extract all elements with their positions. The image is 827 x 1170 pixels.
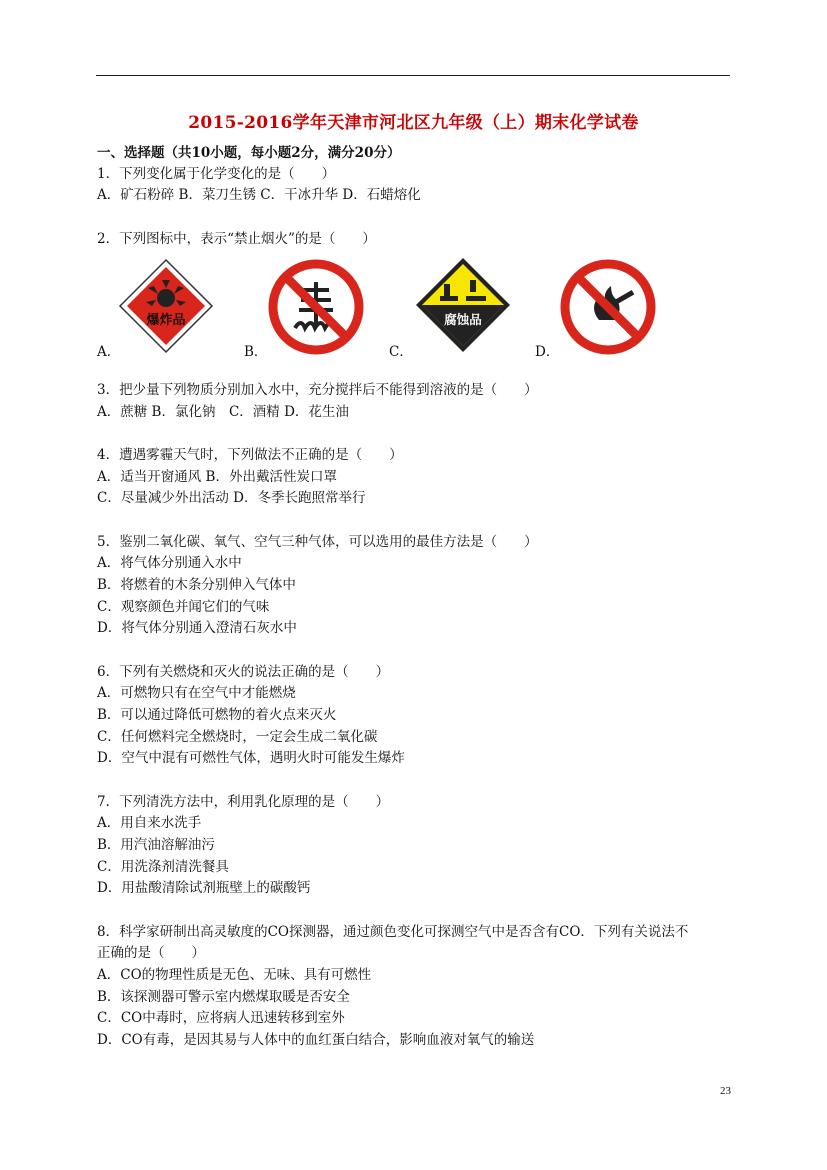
question-5-stem: 5．鉴别二氧化碳、氧气、空气三种气体，可以选用的最佳方法是（ ） bbox=[97, 534, 538, 550]
question-1-stem: 1．下列变化属于化学变化的是（ ） bbox=[97, 166, 336, 182]
question-7-option-a: A．用自来水洗手 bbox=[97, 815, 202, 831]
question-2-option-d: D． bbox=[535, 344, 560, 360]
question-7-option-b: B．用汽油溶解油污 bbox=[97, 837, 215, 853]
question-5-option-c: C．观察颜色并闻它们的气味 bbox=[97, 599, 270, 615]
question-1-options: A．矿石粉碎 B．菜刀生锈 C．干冰升华 D．石蜡熔化 bbox=[97, 187, 421, 203]
question-7-option-c: C．用洗涤剂清洗餐具 bbox=[97, 859, 229, 875]
corrosive-sign-text: 腐蚀品 bbox=[444, 312, 482, 327]
question-6-option-a: A．可燃物只有在空气中才能燃烧 bbox=[97, 685, 296, 701]
question-2-option-a: A． bbox=[97, 344, 121, 360]
question-4-option-ab: A．适当开窗通风 B．外出戴活性炭口罩 bbox=[97, 469, 337, 485]
question-8-option-d: D．CO有毒，是因其易与人体中的血红蛋白结合，影响血液对氧气的输送 bbox=[97, 1032, 535, 1048]
explosive-sign-text: 爆炸品 bbox=[146, 313, 186, 328]
question-8-stem-line1: 8．科学家研制出高灵敏度的CO探测器，通过颜色变化可探测空气中是否含有CO．下列有关说法不 bbox=[97, 924, 689, 940]
question-8-option-c: C．CO中毒时，应将病人迅速转移到室外 bbox=[97, 1010, 345, 1026]
page-title: 2015-2016学年天津市河北区九年级（上）期末化学试卷 bbox=[188, 113, 639, 133]
question-3-stem: 3．把少量下列物质分别加入水中，充分搅拌后不能得到溶液的是（ ） bbox=[97, 382, 538, 398]
question-8-option-a: A．CO的物理性质是无色、无味、具有可燃性 bbox=[97, 967, 372, 983]
question-3-options: A．蔗糖 B．氯化钠 C．酒精 D．花生油 bbox=[97, 404, 349, 420]
no-fire-sign-icon bbox=[559, 258, 657, 356]
corrosive-sign-icon bbox=[414, 256, 512, 354]
no-burning-sign-icon bbox=[267, 258, 365, 356]
question-4-option-cd: C．尽量减少外出活动 D．冬季长跑照常举行 bbox=[97, 490, 366, 506]
question-8-stem-line2: 正确的是（ ） bbox=[97, 945, 205, 961]
question-6-option-b: B．可以通过降低可燃物的着火点来灭火 bbox=[97, 707, 337, 723]
question-2-stem: 2．下列图标中，表示“禁止烟火”的是（ ） bbox=[97, 231, 376, 247]
question-7-stem: 7．下列清洗方法中，利用乳化原理的是（ ） bbox=[97, 794, 390, 810]
question-6-option-d: D．空气中混有可燃性气体，遇明火时可能发生爆炸 bbox=[97, 750, 405, 766]
question-5-option-d: D．将气体分别通入澄清石灰水中 bbox=[97, 620, 297, 636]
question-5-option-a: A．将气体分别通入水中 bbox=[97, 555, 242, 571]
question-8-option-b: B．该探测器可警示室内燃煤取暖是否安全 bbox=[97, 989, 350, 1005]
question-6-stem: 6．下列有关燃烧和灭火的说法正确的是（ ） bbox=[97, 664, 390, 680]
question-5-option-b: B．将燃着的木条分别伸入气体中 bbox=[97, 577, 296, 593]
explosive-sign-icon bbox=[118, 258, 214, 354]
section-heading: 一、选择题（共10小题，每小题2分，满分20分） bbox=[97, 145, 401, 161]
page-number: 23 bbox=[720, 1085, 731, 1097]
question-7-option-d: D．用盐酸清除试剂瓶壁上的碳酸钙 bbox=[97, 880, 311, 896]
header-rule bbox=[96, 75, 730, 76]
question-6-option-c: C．任何燃料完全燃烧时，一定会生成二氧化碳 bbox=[97, 729, 378, 745]
question-2-option-c: C． bbox=[389, 344, 413, 360]
question-4-stem: 4．遭遇雾霾天气时，下列做法不正确的是（ ） bbox=[97, 447, 403, 463]
question-2-option-b: B． bbox=[244, 344, 268, 360]
